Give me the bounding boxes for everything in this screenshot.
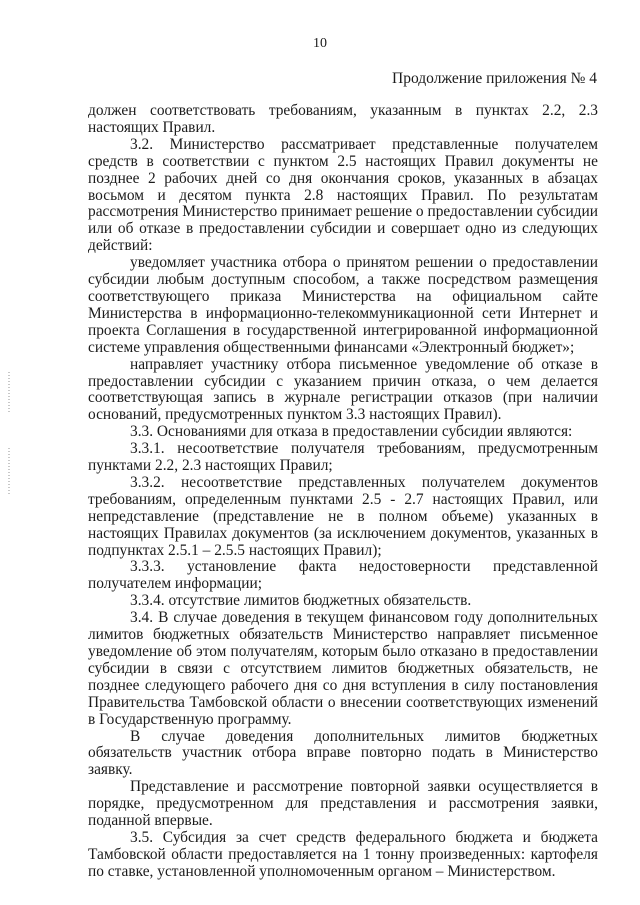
paragraph-additional-limits: В случае доведения дополнительных лимитов бюджетных обязательств участник отбора вправе повторно подать в Министерство заявку. (88, 727, 598, 779)
paragraph-continuation: должен соответствовать требованиям, указанным в пунктах 2.2, 2.3 настоящих Правил. (88, 102, 598, 136)
paragraph-3-4: 3.4. В случае доведения в текущем финансовом году дополнительных лимитов бюджетных обязательств Министерство направляет письменное уведомление об этом получателям, которым было отказано в предоставлении субсидии в связи с отсутствием лимитов бюджетных обязательств, не позднее следующего рабочего дня со дня вступления в силу постановления Правительства Тамбовской области о внесении соответствующих изменений в Государственную программу. (88, 609, 598, 728)
paragraph-3-3-1: 3.3.1. несоответствие получателя требованиям, предусмотренным пунктами 2.2, 2.3 настоящих Правил; (88, 440, 598, 475)
paragraph-3-3-4: 3.3.4. отсутствие лимитов бюджетных обязательств. (130, 592, 472, 610)
paragraph-notify-approval: уведомляет участника отбора о принятом решении о предоставлении субсидии любым доступным способом, а также посредством размещения соответствующего приказа Министерства на официальном сайте Министерства в информационно-телекоммуникационной сети Интернет и проекта Соглашения в государственной интегрированной информационной системе управления общественными финансами «Электронный бюджет»; (88, 254, 598, 356)
paragraph-3-3: 3.3. Основаниями для отказа в предоставлении субсидии являются: (130, 423, 573, 441)
paragraph-notify-refusal: направляет участнику отбора письменное уведомление об отказе в предоставлении субсидии с указанием причин отказа, о чем делается соответствующая запись в журнале регистрации отказов (при наличии оснований, предусмотренных пунктом 3.3 настоящих Правил). (88, 355, 598, 424)
scan-margin-mark-upper (8, 372, 10, 412)
paragraph-3-3-2: 3.3.2. несоответствие представленных получателем документов требованиям, определенным пунктами 2.5 - 2.7 настоящих Правил, или непредставление (представление не в полном объеме) указанных в настоящих Правилах документов (за исключением документов, указанных в подпунктах 2.5.1 – 2.5.5 настоящих Правил); (88, 473, 598, 559)
appendix-continuation-note: Продолжение приложения № 4 (392, 70, 597, 87)
paragraph-3-3-3: 3.3.3. установление факта недостоверности представленной получателем информации; (88, 558, 598, 593)
page-number: 10 (313, 36, 327, 51)
scan-margin-mark-lower (8, 448, 10, 494)
document-body (88, 103, 598, 881)
paragraph-3-2: 3.2. Министерство рассматривает представленные получателем средств в соответствии с пунктом 2.5 настоящих Правил документы не позднее 2 рабочих дней со дня окончания сроков, указанных в абзацах восьмом и десятом пункта 2.8 настоящих Правил. По результатам рассмотрения Министерство принимает решение о предоставлении субсидии или об отказе в предоставлении субсидии и совершает одно из следующих действий: (88, 135, 598, 255)
paragraph-3-5: 3.5. Субсидия за счет средств федерального бюджета и бюджета Тамбовской области предоставляется на 1 тонну произведенных: картофеля по ставке, установленной уполномоченным органом – Министерством. (88, 828, 598, 880)
paragraph-repeat-application: Представление и рассмотрение повторной заявки осуществляется в порядке, предусмотренном для представления и рассмотрения заявки, поданной впервые. (88, 778, 598, 830)
